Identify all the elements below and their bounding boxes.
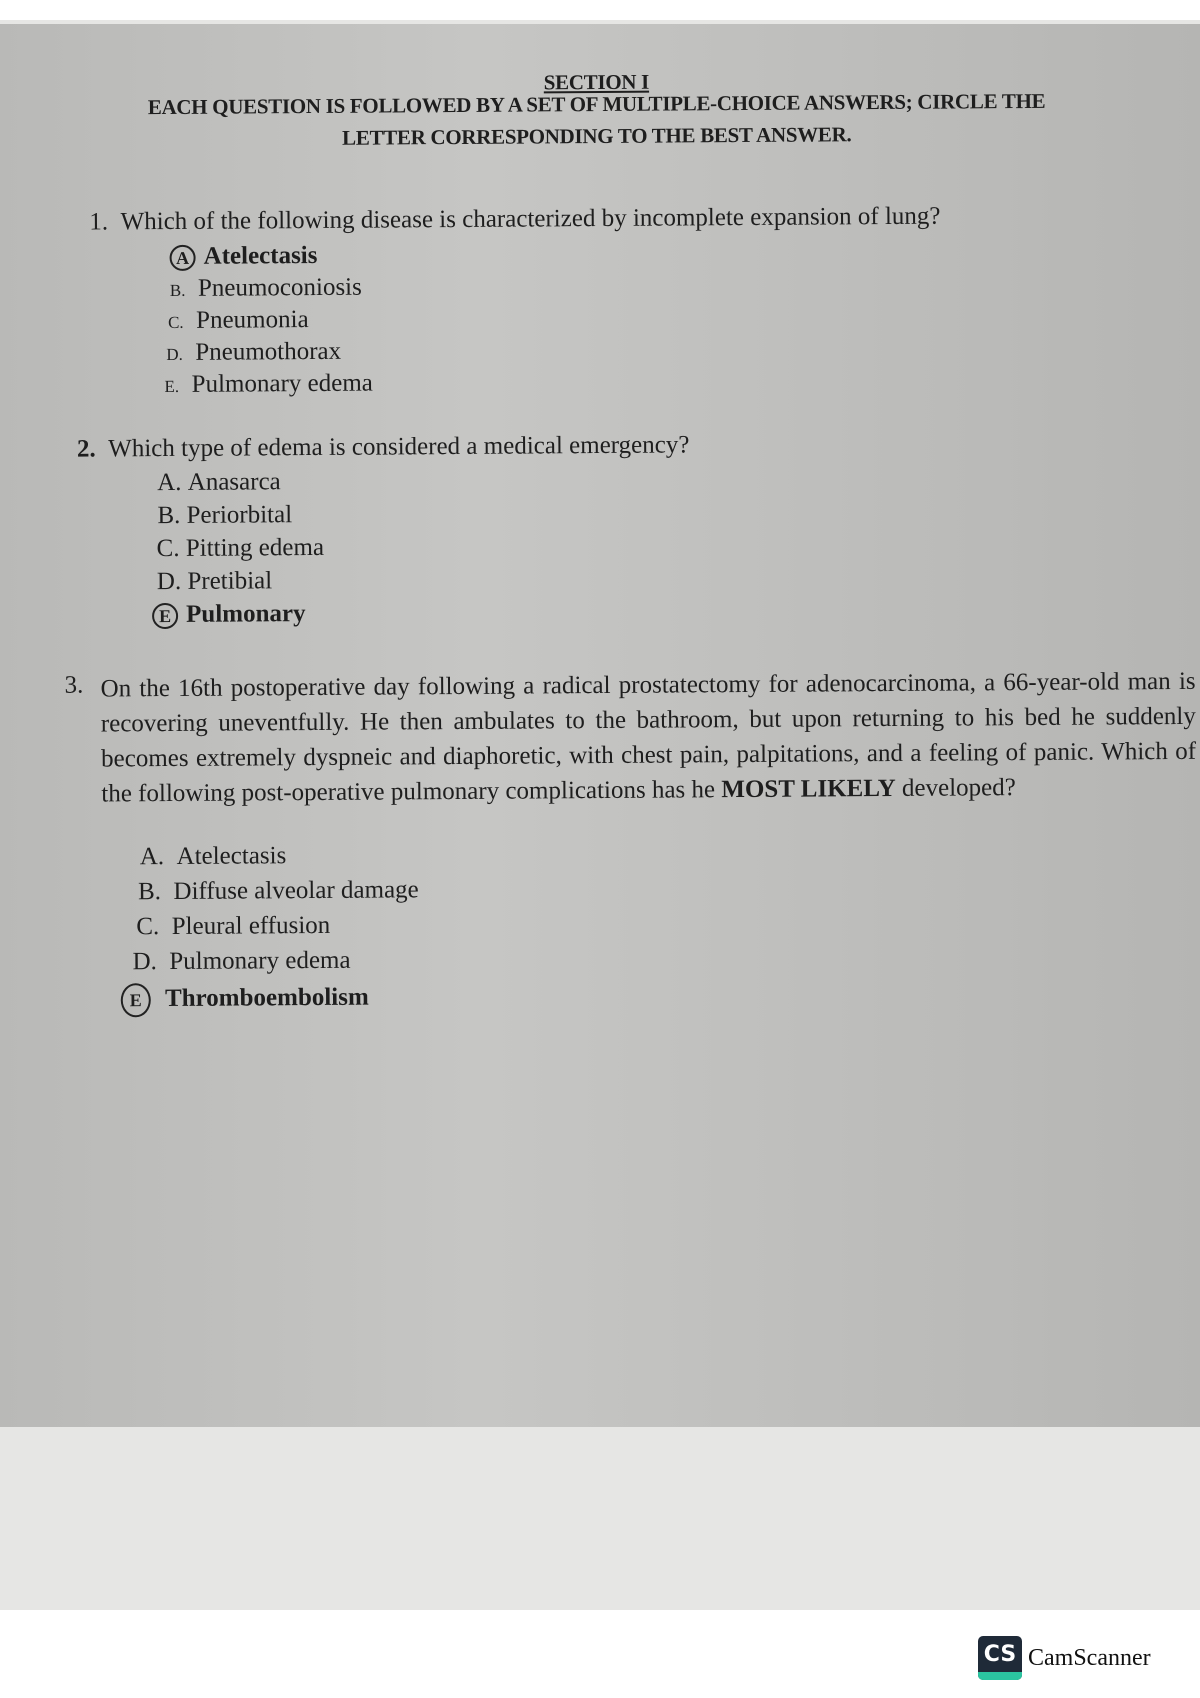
option-letter: B.	[169, 280, 186, 300]
question-3-number: 3.	[64, 671, 84, 699]
option-text: Pneumothorax	[195, 337, 342, 366]
option-2b	[157, 501, 292, 530]
question-number: 1.	[89, 208, 109, 236]
option-letter: D.	[132, 948, 157, 976]
option-1c	[168, 306, 309, 335]
option-2d	[157, 567, 272, 596]
circled-answer: A	[170, 245, 196, 271]
option-text: Anasarca	[187, 468, 281, 496]
option-letter: C.	[167, 312, 184, 333]
option-text: Diffuse alveolar damage	[173, 876, 419, 905]
option-text: Pleural effusion	[171, 911, 331, 940]
option-text: Pneumonia	[196, 306, 309, 334]
option-3c	[136, 912, 330, 941]
option-2e	[152, 600, 306, 629]
instructions-line-2: LETTER CORRESPONDING TO THE BEST ANSWER.	[342, 122, 852, 150]
option-text: Atelectasis	[203, 241, 318, 270]
camscanner-watermark	[978, 1636, 1151, 1680]
option-2c	[157, 534, 325, 563]
circled-answer: E	[121, 983, 151, 1017]
question-text: Which of the following disease is characterized by incomplete expansion of lung?	[120, 202, 941, 236]
option-letter: C.	[136, 913, 160, 941]
option-letter: A.	[139, 843, 165, 871]
question-2	[77, 431, 690, 463]
camscanner-logo-icon: CS	[978, 1636, 1022, 1680]
option-text: Atelectasis	[176, 842, 287, 870]
option-text: Periorbital	[186, 501, 293, 529]
option-1b	[170, 274, 362, 303]
question-emphasis: MOST LIKELY	[721, 774, 896, 804]
option-text: Pitting edema	[185, 533, 325, 562]
option-2a	[157, 468, 281, 497]
option-1e	[164, 370, 373, 399]
option-letter: D.	[166, 344, 183, 365]
question-number: 2.	[76, 435, 96, 463]
question-text: Which type of edema is considered a medical emergency?	[108, 431, 690, 463]
option-3a	[140, 842, 287, 871]
option-3e	[121, 982, 369, 1018]
option-letter: C.	[156, 534, 180, 563]
camscanner-name: CamScanner	[1028, 1644, 1151, 1671]
option-letter: B.	[157, 501, 181, 530]
option-letter: B.	[137, 878, 162, 906]
option-letter: E.	[164, 376, 180, 397]
option-1a	[169, 242, 317, 271]
option-letter: A.	[157, 468, 182, 497]
question-text: On the 16th postoperative day following a radical prostatectomy for adenocarcinoma, a 66-year-old man is recovering uneventfully. He then ambulates to the bathroom, but upon returning to his bed he suddenly becomes extremely dyspneic and diaphoretic, with chest pain, palpitations, and a feeling of panic. Which of the following post-operative pulmonary complications has he	[100, 667, 1197, 808]
question-text-end: developed?	[895, 774, 1016, 802]
option-text: Pulmonary edema	[169, 946, 351, 976]
option-3b	[138, 876, 419, 906]
section-title: SECTION I	[543, 69, 650, 95]
option-text: Pulmonary	[185, 600, 306, 628]
option-letter: D.	[156, 567, 182, 596]
option-text: Thromboembolism	[164, 983, 369, 1013]
instructions-line-1: EACH QUESTION IS FOLLOWED BY A SET OF MULTIPLE-CHOICE ANSWERS; CIRCLE THE	[147, 88, 1046, 120]
option-3d	[132, 947, 350, 977]
question-1	[89, 203, 940, 237]
option-text: Pretibial	[187, 567, 273, 595]
option-text: Pneumoconiosis	[197, 273, 362, 302]
circled-answer: E	[152, 603, 178, 629]
question-3	[100, 664, 1196, 812]
option-1d	[166, 338, 341, 367]
option-text: Pulmonary edema	[191, 369, 373, 398]
